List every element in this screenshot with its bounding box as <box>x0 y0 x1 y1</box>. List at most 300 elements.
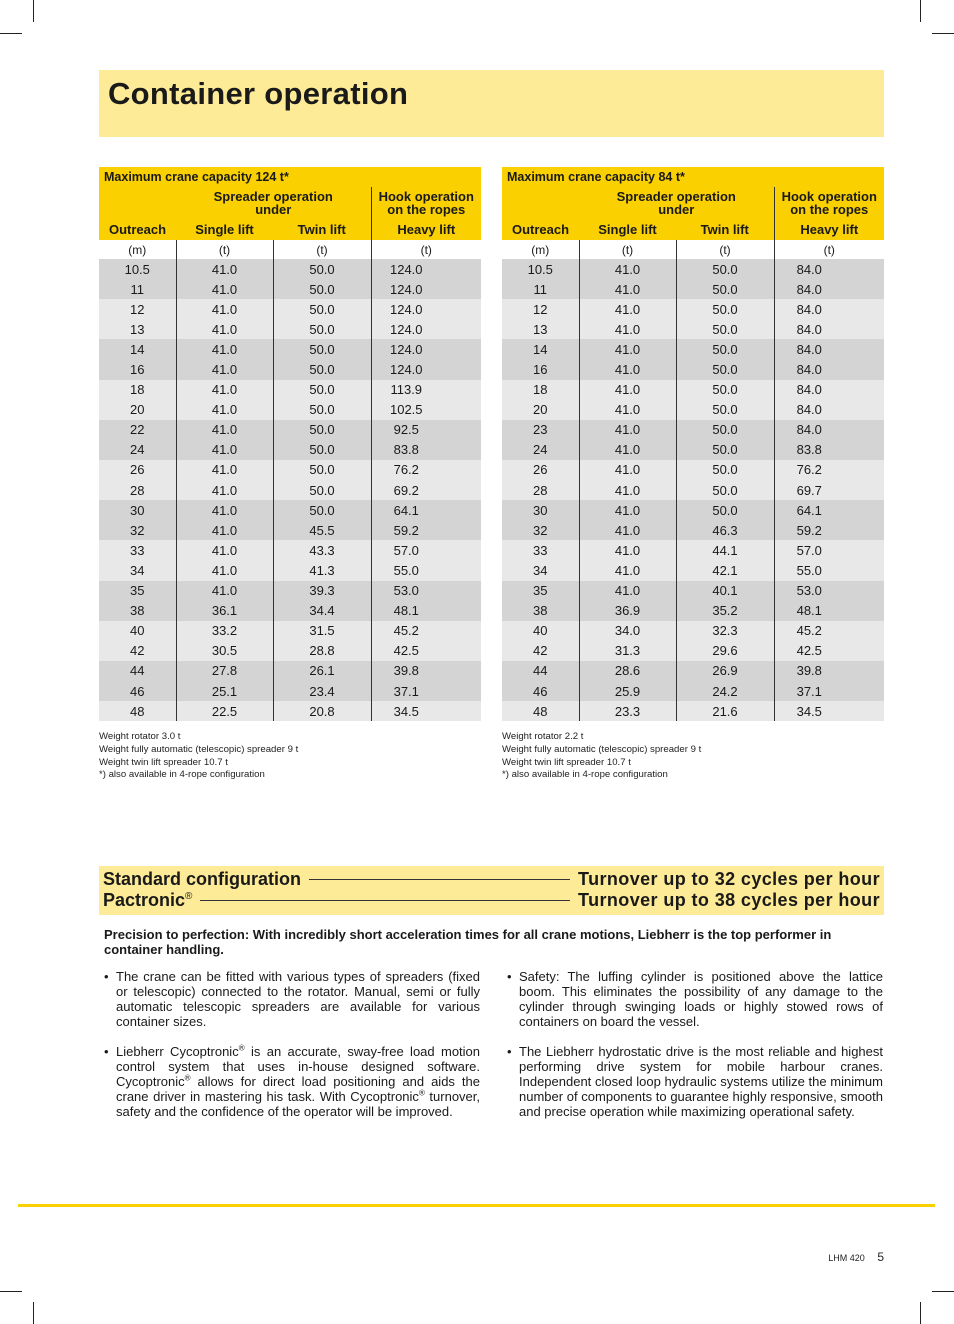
table-row <box>502 581 884 601</box>
single-lift-cell: 36.1 <box>176 601 273 621</box>
heavy-lift-cell: 84.0 <box>774 259 884 279</box>
twin-lift-cell: 35.2 <box>676 601 774 621</box>
outreach-cell: 40 <box>99 621 176 641</box>
bullet-item: • Liebherr Cycoptronic® is an accurate, sway-free load motion control system that uses in-house designed software. Cycoptronic® allows for direct load positioning and aids the crane driver in mastering his task. With Cycoptronic® turnover, safety and the confidence of the operator will be improved. <box>104 1044 480 1119</box>
twin-lift-cell: 50.0 <box>676 440 774 460</box>
table-row <box>502 319 884 339</box>
outreach-cell: 34 <box>502 560 579 580</box>
outreach-cell: 26 <box>99 460 176 480</box>
capacity-table <box>99 167 481 721</box>
twin-lift-cell: 46.3 <box>676 520 774 540</box>
twin-lift-cell: 20.8 <box>273 701 371 721</box>
table-row <box>502 540 884 560</box>
outreach-cell: 18 <box>99 380 176 400</box>
table-row <box>502 480 884 500</box>
table-row <box>502 400 884 420</box>
pactronic-value: Turnover up to 38 cycles per hour <box>578 889 880 910</box>
crop-mark <box>920 1302 921 1324</box>
single-lift-cell: 41.0 <box>579 339 676 359</box>
table-row <box>502 661 884 681</box>
outreach-header: Outreach <box>99 219 176 240</box>
heavy-lift-cell: 84.0 <box>774 299 884 319</box>
unit-cell: (t) <box>774 240 884 259</box>
outreach-cell: 10.5 <box>502 259 579 279</box>
twin-lift-cell: 50.0 <box>273 339 371 359</box>
twin-lift-cell: 50.0 <box>676 460 774 480</box>
twin-lift-cell: 29.6 <box>676 641 774 661</box>
twin-lift-cell: 50.0 <box>676 359 774 379</box>
table-row <box>99 560 481 580</box>
single-lift-cell: 41.0 <box>579 359 676 379</box>
table-row <box>502 500 884 520</box>
single-lift-cell: 25.9 <box>579 681 676 701</box>
page-footer <box>828 1250 884 1264</box>
heavy-lift-cell: 124.0 <box>371 319 481 339</box>
table-row <box>502 621 884 641</box>
twin-lift-cell: 50.0 <box>676 319 774 339</box>
single-lift-cell: 41.0 <box>176 420 273 440</box>
bullet-list-right <box>507 969 883 1119</box>
twin-lift-cell: 50.0 <box>676 259 774 279</box>
twin-lift-cell: 50.0 <box>676 400 774 420</box>
heavy-lift-header: Heavy lift <box>774 219 884 240</box>
single-lift-cell: 41.0 <box>176 460 273 480</box>
heavy-lift-cell: 48.1 <box>371 601 481 621</box>
crop-mark <box>920 0 921 22</box>
heavy-lift-cell: 124.0 <box>371 299 481 319</box>
table-row <box>502 359 884 379</box>
single-lift-cell: 41.0 <box>176 259 273 279</box>
heavy-lift-cell: 84.0 <box>774 319 884 339</box>
twin-lift-cell: 26.1 <box>273 661 371 681</box>
twin-lift-cell: 39.3 <box>273 581 371 601</box>
single-lift-cell: 31.3 <box>579 641 676 661</box>
outreach-cell: 18 <box>502 380 579 400</box>
table-row <box>99 400 481 420</box>
twin-lift-cell: 44.1 <box>676 540 774 560</box>
unit-cell: (t) <box>676 240 774 259</box>
heavy-lift-cell: 55.0 <box>371 560 481 580</box>
outreach-cell: 20 <box>99 400 176 420</box>
crop-mark <box>33 1302 34 1324</box>
heavy-lift-cell: 124.0 <box>371 339 481 359</box>
standard-config-row <box>103 869 880 889</box>
twin-lift-cell: 24.2 <box>676 681 774 701</box>
single-lift-cell: 41.0 <box>579 400 676 420</box>
table-row <box>502 380 884 400</box>
table-row <box>502 601 884 621</box>
single-lift-cell: 41.0 <box>579 480 676 500</box>
table-row <box>99 339 481 359</box>
note-line: Weight fully automatic (telescopic) spreader 9 t <box>99 743 299 755</box>
model-name: LHM 420 <box>828 1253 865 1263</box>
unit-cell: (m) <box>502 240 579 259</box>
outreach-cell: 14 <box>502 339 579 359</box>
heavy-lift-header: Heavy lift <box>371 219 481 240</box>
single-lift-cell: 27.8 <box>176 661 273 681</box>
table-row <box>99 601 481 621</box>
table-row <box>99 641 481 661</box>
capacity-table-84 <box>502 167 884 782</box>
single-lift-cell: 41.0 <box>176 500 273 520</box>
twin-lift-cell: 50.0 <box>273 279 371 299</box>
outreach-cell: 14 <box>99 339 176 359</box>
unit-cell: (t) <box>273 240 371 259</box>
outreach-cell: 42 <box>99 641 176 661</box>
twin-lift-cell: 50.0 <box>676 420 774 440</box>
table-row <box>99 681 481 701</box>
heavy-lift-cell: 69.2 <box>371 480 481 500</box>
twin-lift-cell: 50.0 <box>676 380 774 400</box>
table-row <box>99 500 481 520</box>
table-row <box>502 299 884 319</box>
twin-lift-cell: 43.3 <box>273 540 371 560</box>
outreach-cell: 33 <box>99 540 176 560</box>
single-lift-cell: 41.0 <box>579 299 676 319</box>
bullet-item: • The crane can be fitted with various types of spreaders (fixed or telescopic) connected to the rotator. Manual, semi or fully automatic telescopic spreaders are available for various container sizes. <box>104 969 480 1029</box>
pactronic-label-wrap <box>103 890 192 911</box>
twin-lift-header: Twin lift <box>676 219 774 240</box>
table-row <box>502 279 884 299</box>
table-row <box>99 520 481 540</box>
heavy-lift-cell: 84.0 <box>774 380 884 400</box>
heavy-lift-cell: 124.0 <box>371 259 481 279</box>
unit-cell: (t) <box>371 240 481 259</box>
heavy-lift-cell: 45.2 <box>774 621 884 641</box>
single-lift-cell: 28.6 <box>579 661 676 681</box>
crop-mark <box>932 1291 954 1292</box>
table-row <box>502 339 884 359</box>
single-lift-cell: 41.0 <box>176 299 273 319</box>
heavy-lift-cell: 124.0 <box>371 279 481 299</box>
unit-cell: (t) <box>579 240 676 259</box>
heavy-lift-cell: 57.0 <box>774 540 884 560</box>
hook-group-header: Hook operation on the ropes <box>371 187 481 219</box>
table-notes <box>502 731 884 782</box>
crop-mark <box>0 1291 22 1292</box>
outreach-cell: 38 <box>99 601 176 621</box>
bullet-item: • Safety: The luffing cylinder is positioned above the lattice boom. This eliminates the possibility of any damage to the cylinder through swinging loads or highly stowed rows of containers on board the vessel. <box>507 969 883 1029</box>
twin-lift-cell: 50.0 <box>273 359 371 379</box>
table-caption: Maximum crane capacity 84 t* <box>502 167 884 187</box>
single-lift-cell: 41.0 <box>176 581 273 601</box>
heavy-lift-cell: 102.5 <box>371 400 481 420</box>
registered-mark: ® <box>238 1043 245 1053</box>
pactronic-label: Pactronic <box>103 889 186 910</box>
heavy-lift-cell: 84.0 <box>774 359 884 379</box>
twin-lift-cell: 50.0 <box>273 420 371 440</box>
outreach-cell: 46 <box>99 681 176 701</box>
bullet-column-right <box>507 969 883 1134</box>
single-lift-cell: 30.5 <box>176 641 273 661</box>
heavy-lift-cell: 53.0 <box>371 581 481 601</box>
single-lift-cell: 41.0 <box>579 540 676 560</box>
table-row <box>99 359 481 379</box>
unit-cell: (m) <box>99 240 176 259</box>
heavy-lift-cell: 37.1 <box>371 681 481 701</box>
twin-lift-cell: 50.0 <box>273 299 371 319</box>
outreach-cell: 28 <box>502 480 579 500</box>
heavy-lift-cell: 76.2 <box>774 460 884 480</box>
single-lift-cell: 41.0 <box>579 319 676 339</box>
single-lift-cell: 41.0 <box>176 480 273 500</box>
single-lift-header: Single lift <box>579 219 676 240</box>
outreach-cell: 12 <box>99 299 176 319</box>
outreach-cell: 24 <box>99 440 176 460</box>
twin-lift-cell: 50.0 <box>273 500 371 520</box>
outreach-cell: 48 <box>502 701 579 721</box>
outreach-cell: 44 <box>502 661 579 681</box>
table-row <box>99 701 481 721</box>
twin-lift-cell: 50.0 <box>676 480 774 500</box>
single-lift-cell: 23.3 <box>579 701 676 721</box>
outreach-cell: 20 <box>502 400 579 420</box>
twin-lift-cell: 28.8 <box>273 641 371 661</box>
table-row <box>99 661 481 681</box>
note-line: *) also available in 4-rope configuration <box>502 769 668 781</box>
single-lift-cell: 41.0 <box>579 259 676 279</box>
heavy-lift-cell: 42.5 <box>371 641 481 661</box>
table-row <box>502 259 884 279</box>
single-lift-cell: 41.0 <box>579 560 676 580</box>
heavy-lift-cell: 83.8 <box>371 440 481 460</box>
heavy-lift-cell: 84.0 <box>774 400 884 420</box>
outreach-cell: 30 <box>99 500 176 520</box>
twin-lift-cell: 26.9 <box>676 661 774 681</box>
crop-mark <box>932 33 954 34</box>
outreach-cell: 11 <box>502 279 579 299</box>
outreach-cell: 38 <box>502 601 579 621</box>
table-caption: Maximum crane capacity 124 t* <box>99 167 481 187</box>
single-lift-cell: 22.5 <box>176 701 273 721</box>
twin-lift-cell: 50.0 <box>273 319 371 339</box>
standard-config-label: Standard configuration <box>103 868 301 889</box>
table-row <box>502 440 884 460</box>
configuration-band <box>99 866 884 915</box>
title-band <box>99 70 884 137</box>
heavy-lift-cell: 39.8 <box>371 661 481 681</box>
single-lift-cell: 41.0 <box>579 581 676 601</box>
heavy-lift-cell: 64.1 <box>371 500 481 520</box>
single-lift-cell: 41.0 <box>176 400 273 420</box>
heavy-lift-cell: 37.1 <box>774 681 884 701</box>
table-row <box>502 681 884 701</box>
single-lift-cell: 34.0 <box>579 621 676 641</box>
outreach-cell: 44 <box>99 661 176 681</box>
twin-lift-cell: 50.0 <box>273 259 371 279</box>
twin-lift-cell: 40.1 <box>676 581 774 601</box>
outreach-cell: 10.5 <box>99 259 176 279</box>
outreach-cell: 40 <box>502 621 579 641</box>
heavy-lift-cell: 124.0 <box>371 359 481 379</box>
twin-lift-cell: 21.6 <box>676 701 774 721</box>
table-row <box>99 279 481 299</box>
leader-line <box>309 879 570 880</box>
intro-text: Precision to perfection: With incredibly short acceleration times for all crane motions, Liebherr is the top performer in container handling. <box>104 927 832 957</box>
page-title: Container operation <box>108 76 409 111</box>
single-lift-cell: 41.0 <box>579 460 676 480</box>
table-row <box>99 319 481 339</box>
heavy-lift-cell: 34.5 <box>774 701 884 721</box>
table-row <box>502 420 884 440</box>
single-lift-cell: 41.0 <box>579 440 676 460</box>
twin-lift-cell: 50.0 <box>676 279 774 299</box>
single-lift-header: Single lift <box>176 219 273 240</box>
twin-lift-cell: 50.0 <box>676 339 774 359</box>
outreach-cell: 35 <box>99 581 176 601</box>
single-lift-cell: 33.2 <box>176 621 273 641</box>
header-blank <box>99 187 176 219</box>
twin-lift-cell: 50.0 <box>273 380 371 400</box>
single-lift-cell: 41.0 <box>579 500 676 520</box>
twin-lift-cell: 45.5 <box>273 520 371 540</box>
heavy-lift-cell: 42.5 <box>774 641 884 661</box>
table-row <box>502 701 884 721</box>
heavy-lift-cell: 53.0 <box>774 581 884 601</box>
heavy-lift-cell: 39.8 <box>774 661 884 681</box>
twin-lift-cell: 50.0 <box>273 460 371 480</box>
single-lift-cell: 41.0 <box>176 540 273 560</box>
table-row <box>502 520 884 540</box>
registered-mark: ® <box>184 1073 191 1083</box>
leader-line <box>200 900 570 901</box>
single-lift-cell: 41.0 <box>579 520 676 540</box>
heavy-lift-cell: 57.0 <box>371 540 481 560</box>
outreach-cell: 28 <box>99 480 176 500</box>
table-row <box>99 460 481 480</box>
hook-group-header: Hook operation on the ropes <box>774 187 884 219</box>
spreader-group-header: Spreader operation under <box>176 187 371 219</box>
bottom-rule <box>18 1204 935 1207</box>
note-line: Weight twin lift spreader 10.7 t <box>99 756 228 768</box>
table-notes <box>99 731 481 782</box>
heavy-lift-cell: 55.0 <box>774 560 884 580</box>
twin-lift-cell: 41.3 <box>273 560 371 580</box>
twin-lift-cell: 50.0 <box>273 480 371 500</box>
heavy-lift-cell: 64.1 <box>774 500 884 520</box>
crop-mark <box>33 0 34 22</box>
outreach-cell: 11 <box>99 279 176 299</box>
heavy-lift-cell: 76.2 <box>371 460 481 480</box>
heavy-lift-cell: 59.2 <box>371 520 481 540</box>
twin-lift-cell: 23.4 <box>273 681 371 701</box>
note-line: Weight rotator 3.0 t <box>99 731 181 743</box>
note-line: Weight rotator 2.2 t <box>502 731 584 743</box>
page-number: 5 <box>877 1250 884 1264</box>
table-row <box>99 581 481 601</box>
single-lift-cell: 41.0 <box>579 380 676 400</box>
heavy-lift-cell: 59.2 <box>774 520 884 540</box>
outreach-cell: 35 <box>502 581 579 601</box>
single-lift-cell: 41.0 <box>176 440 273 460</box>
outreach-cell: 26 <box>502 460 579 480</box>
single-lift-cell: 41.0 <box>176 339 273 359</box>
single-lift-cell: 41.0 <box>176 319 273 339</box>
outreach-cell: 33 <box>502 540 579 560</box>
table-row <box>99 299 481 319</box>
single-lift-cell: 25.1 <box>176 681 273 701</box>
single-lift-cell: 41.0 <box>176 560 273 580</box>
single-lift-cell: 41.0 <box>579 279 676 299</box>
outreach-cell: 23 <box>502 420 579 440</box>
outreach-cell: 34 <box>99 560 176 580</box>
spreader-group-header: Spreader operation under <box>579 187 774 219</box>
twin-lift-cell: 31.5 <box>273 621 371 641</box>
heavy-lift-cell: 34.5 <box>371 701 481 721</box>
twin-lift-cell: 50.0 <box>273 440 371 460</box>
header-blank <box>502 187 579 219</box>
capacity-table-124 <box>99 167 481 782</box>
outreach-cell: 46 <box>502 681 579 701</box>
bullet-column-left <box>104 969 480 1134</box>
heavy-lift-cell: 83.8 <box>774 440 884 460</box>
heavy-lift-cell: 48.1 <box>774 601 884 621</box>
registered-mark: ® <box>185 890 193 902</box>
outreach-cell: 30 <box>502 500 579 520</box>
note-line: Weight fully automatic (telescopic) spreader 9 t <box>502 743 702 755</box>
twin-lift-header: Twin lift <box>273 219 371 240</box>
outreach-cell: 24 <box>502 440 579 460</box>
outreach-cell: 48 <box>99 701 176 721</box>
table-row <box>99 540 481 560</box>
outreach-cell: 32 <box>502 520 579 540</box>
twin-lift-cell: 34.4 <box>273 601 371 621</box>
heavy-lift-cell: 45.2 <box>371 621 481 641</box>
table-row <box>502 560 884 580</box>
outreach-cell: 16 <box>99 359 176 379</box>
table-row <box>99 440 481 460</box>
note-line: Weight twin lift spreader 10.7 t <box>502 756 631 768</box>
single-lift-cell: 41.0 <box>176 359 273 379</box>
outreach-cell: 12 <box>502 299 579 319</box>
twin-lift-cell: 32.3 <box>676 621 774 641</box>
table-row <box>502 460 884 480</box>
capacity-table <box>502 167 884 721</box>
heavy-lift-cell: 113.9 <box>371 380 481 400</box>
table-row <box>99 420 481 440</box>
single-lift-cell: 41.0 <box>176 380 273 400</box>
table-row <box>99 259 481 279</box>
heavy-lift-cell: 84.0 <box>774 339 884 359</box>
twin-lift-cell: 42.1 <box>676 560 774 580</box>
table-row <box>99 480 481 500</box>
twin-lift-cell: 50.0 <box>676 299 774 319</box>
registered-mark: ® <box>418 1088 425 1098</box>
heavy-lift-cell: 69.7 <box>774 480 884 500</box>
single-lift-cell: 41.0 <box>176 520 273 540</box>
outreach-cell: 32 <box>99 520 176 540</box>
standard-config-value: Turnover up to 32 cycles per hour <box>578 868 880 889</box>
table-row <box>99 621 481 641</box>
outreach-header: Outreach <box>502 219 579 240</box>
bullet-list-left <box>104 969 480 1119</box>
single-lift-cell: 36.9 <box>579 601 676 621</box>
outreach-cell: 22 <box>99 420 176 440</box>
outreach-cell: 16 <box>502 359 579 379</box>
twin-lift-cell: 50.0 <box>676 500 774 520</box>
outreach-cell: 42 <box>502 641 579 661</box>
outreach-cell: 13 <box>502 319 579 339</box>
heavy-lift-cell: 92.5 <box>371 420 481 440</box>
table-row <box>99 380 481 400</box>
twin-lift-cell: 50.0 <box>273 400 371 420</box>
heavy-lift-cell: 84.0 <box>774 420 884 440</box>
single-lift-cell: 41.0 <box>176 279 273 299</box>
single-lift-cell: 41.0 <box>579 420 676 440</box>
pactronic-row <box>103 890 880 910</box>
bullet-item: • The Liebherr hydrostatic drive is the most reliable and highest performing drive system for mobile harbour cranes. Independent closed loop hydraulic systems utilize the minimum number of components to guarantee highly responsive, smooth and precise operation while maximizing operational safety. <box>507 1044 883 1119</box>
outreach-cell: 13 <box>99 319 176 339</box>
